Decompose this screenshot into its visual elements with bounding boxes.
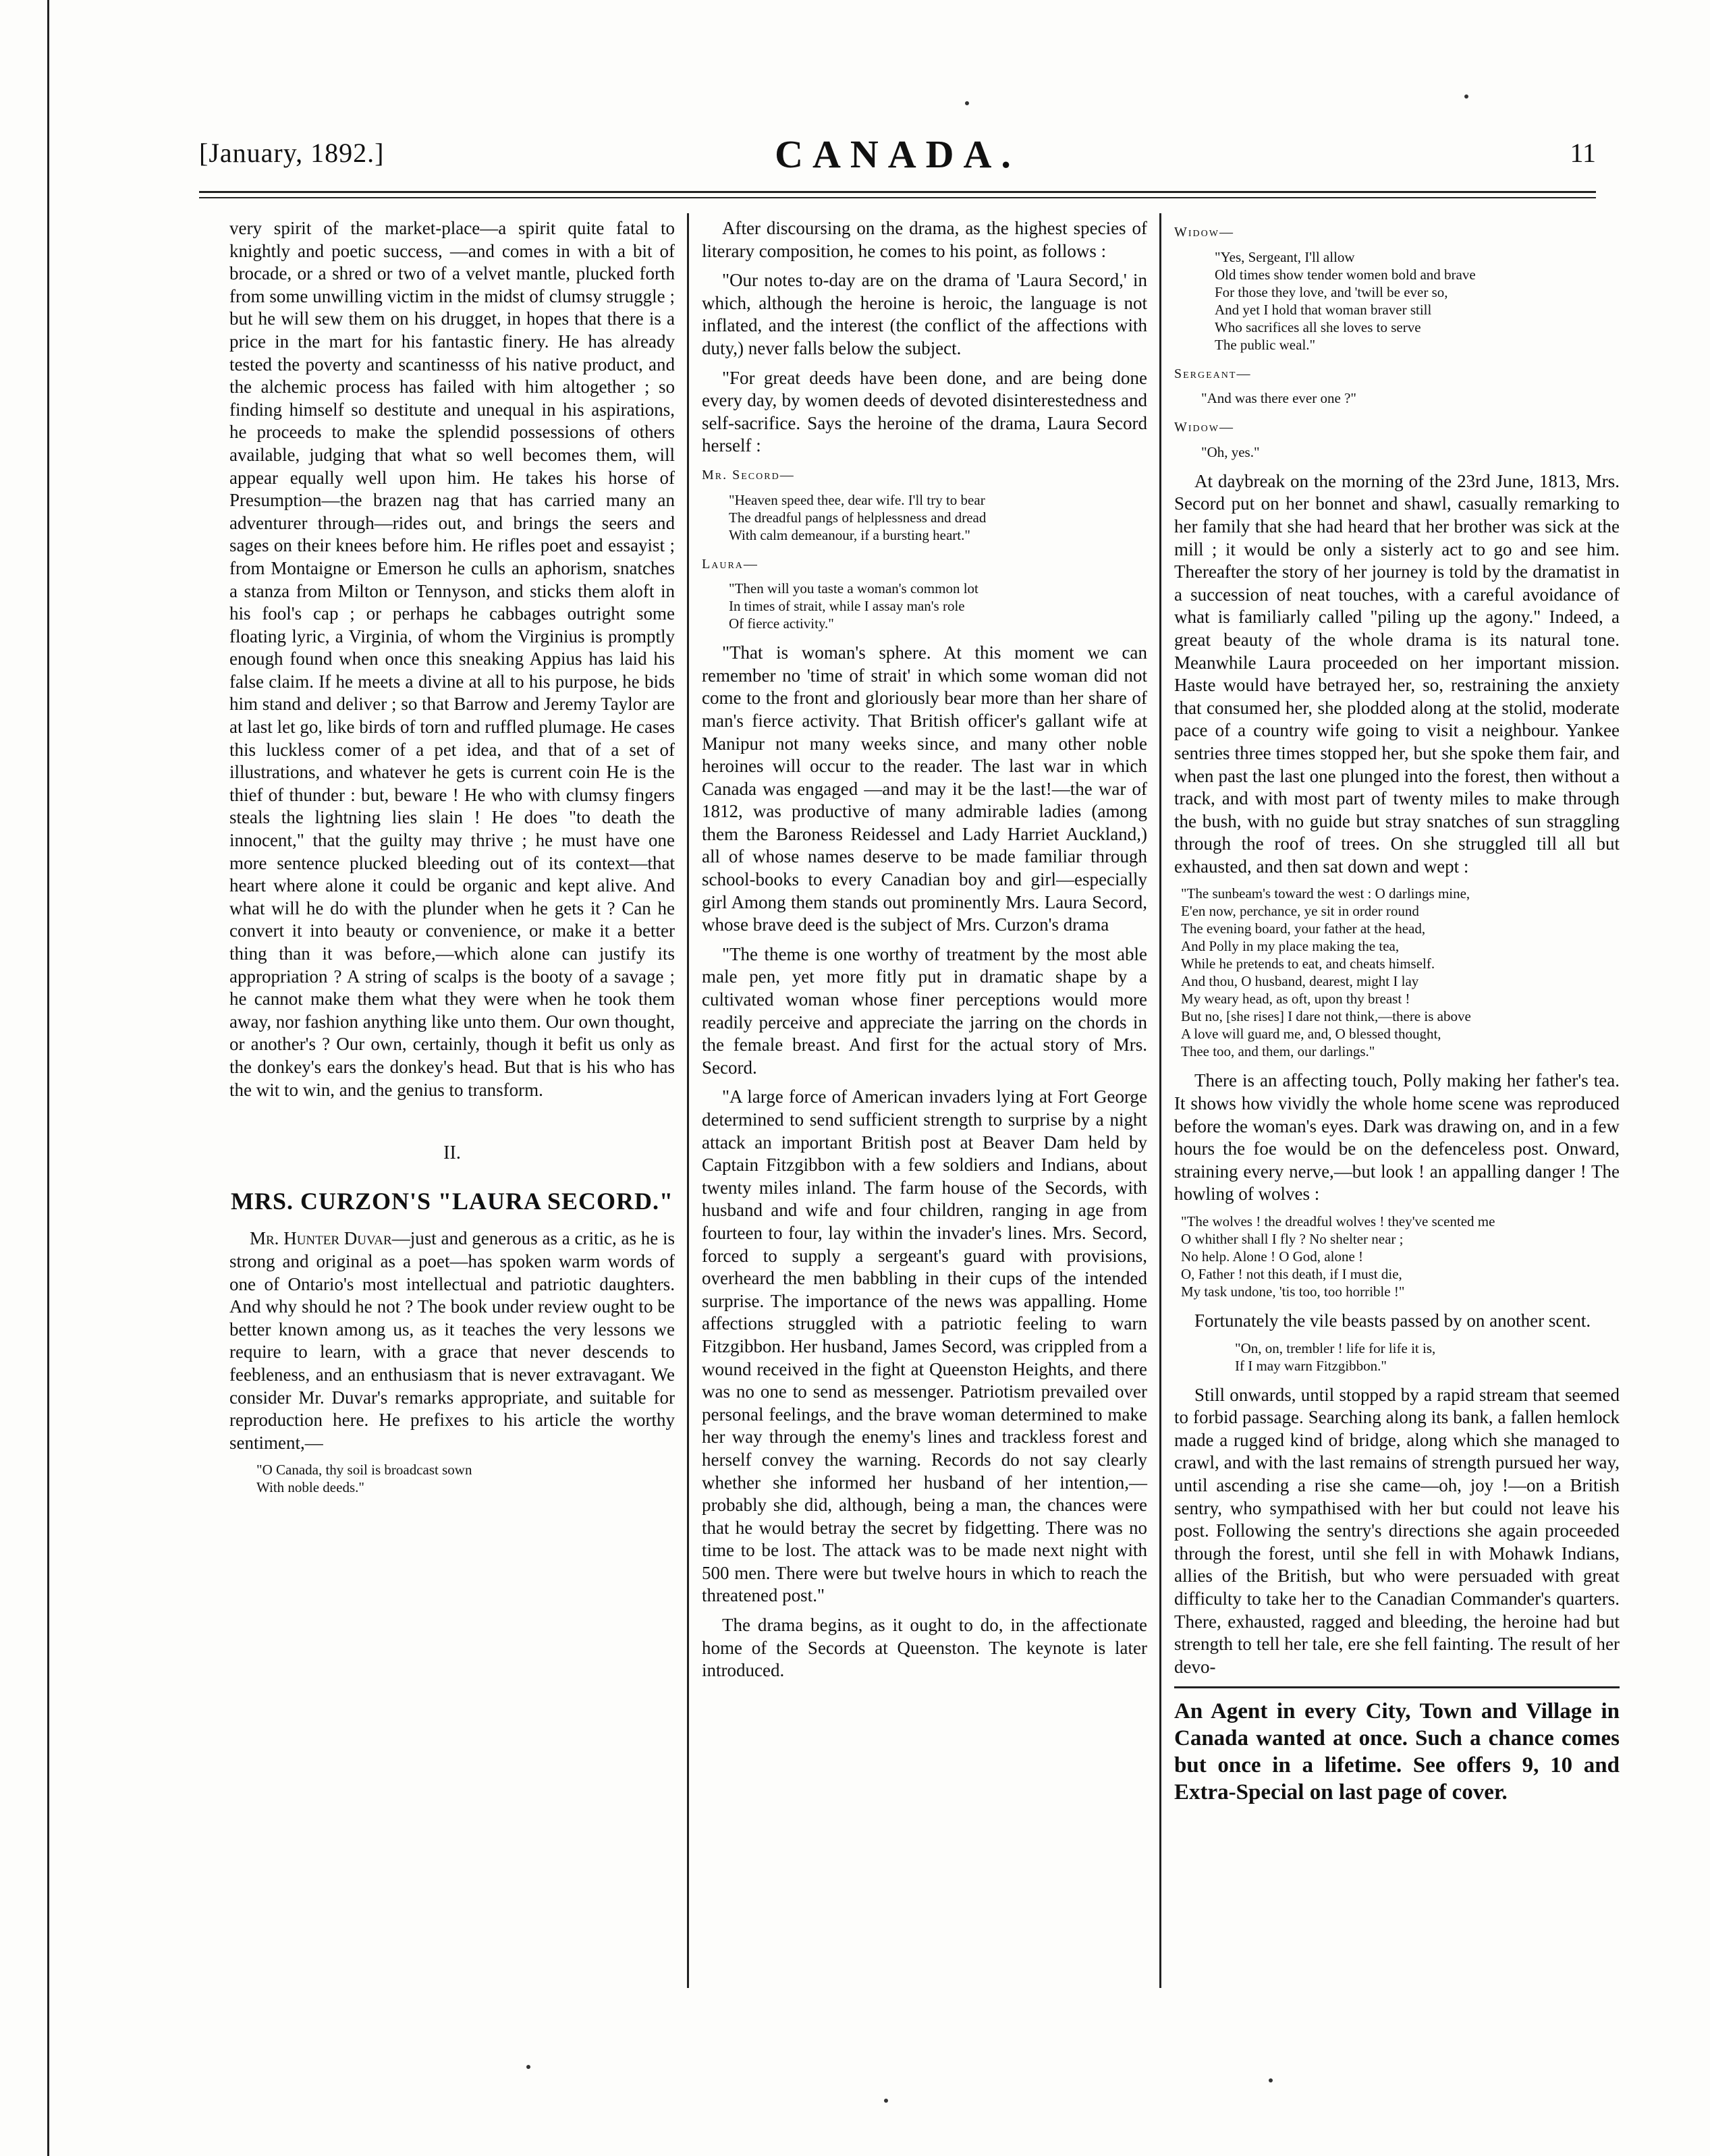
page-number: 11	[1570, 138, 1596, 168]
poem-line: And yet I hold that woman braver still	[1215, 301, 1432, 318]
epigraph-poem	[256, 1461, 675, 1496]
dialogue-poem	[1201, 389, 1620, 407]
page-header	[199, 132, 1596, 179]
poem-line: E'en now, perchance, ye sit in order round	[1181, 903, 1419, 920]
poem-line: Of fierce activity."	[729, 615, 834, 632]
poem-line: The public weal."	[1215, 336, 1316, 353]
trembler-poem	[1235, 1339, 1620, 1375]
poem-line: In times of strait, while I assay man's role	[729, 598, 965, 615]
speaker-label: Widow—	[1174, 420, 1234, 435]
column-1	[229, 217, 675, 1505]
poem-line: "Oh, yes."	[1201, 443, 1260, 460]
dialogue-poem	[729, 580, 1147, 632]
scan-speck	[884, 2099, 888, 2103]
poem-line: The dreadful pangs of helplessness and dread	[729, 509, 987, 526]
poem-line: "Yes, Sergeant, I'll allow	[1215, 248, 1355, 265]
column-2-paragraph: The drama begins, as it ought to do, in the affectionate home of the Secords at Queenston. The keynote is later introduced.	[702, 1615, 1147, 1681]
poem-line: For those they love, and 'twill be ever so,	[1215, 283, 1448, 300]
speaker-label: Laura—	[702, 556, 759, 572]
poem-line: With noble deeds."	[256, 1479, 364, 1496]
poem-line: "The sunbeam's toward the west : O darlings mine,	[1181, 885, 1470, 902]
column-2-paragraph: "A large force of American invaders lying at Fort George determined to send sufficient strength to surprise by a night attack an important British post at Beaver Dam held by Captain Fitzgibbon with a few soldiers and Indians, about twenty miles inland. The farm house of the Secords, with husband and wife and four children, ranging in age from fourteen to four, lay within the invader's lines. Mrs. Secord, forced to supply a sergeant's guard with provisions, overheard the men babbling in their cups of the intended surprise. The importance of the news was appalling. Home affections struggled with a patriotic feeling to warn Fitzgibbon. Her husband, James Secord, was crippled from a wound received in the fight at Queenston Heights, and there was no one to send as messenger. Patriotism prevailed over personal feelings, and the brave woman determined to make her way through the enemy's lines and trackless forest and herself convey the warning. Records do not say clearly whether she informed her husband of her intention,—probably she did, although, being a man, the chances were that he would betray the secret by fidgetting. There was no time to be lost. The attack was to be made next night with 500 men. There were but twelve hours in which to reach the threatened post."	[702, 1086, 1147, 1606]
column-3-paragraph: At daybreak on the morning of the 23rd June, 1813, Mrs. Secord put on her bonnet and shawl, casually remarking to her family that she had heard that her brother was sick at the mill ; it would be only a sisterly act to go and see him. Thereafter the story of her journey is told by the dramatist in a succession of neat touches, with a careful avoidance of what is familiarly called "piling up the agony." Indeed, a great beauty of the whole drama is its natural tone. Meanwhile Laura proceeded on her important mission. Haste would have betrayed her, so, restraining the anxiety that consumed her, she plodded along at the stolid, moderate pace of a country wife going to visit a neighbour. Yankee sentries three times stopped her, but she spoke them fair, and when past the last one plunged into the forest, then without a track, and with most part of twenty miles to make through the bush, with no guide but stray snatches of sun straggling through the roof of trees. On she struggled till all but exhausted, and then sat down and wept :	[1174, 470, 1620, 877]
masthead-title: CANADA.	[775, 132, 1020, 176]
intro-text: —just and generous as a critic, as he is strong and original as a poet—has spoken warm words of one of Ontario's most intellectual and patriotic daughters. And why should he not ? The book under review ought to be better known among us, as it teaches the very lessons we require to learn, with a grace that never descends to feebleness, and an enthusiasm that is never extravagant. We consider Mr. Duvar's remarks appropriate, and suitable for reproduction here. He prefixes to his article the worthy sentiment,—	[229, 1228, 675, 1453]
scan-speck	[1464, 94, 1468, 99]
speaker-label: Sergeant—	[1174, 366, 1252, 381]
poem-line: Who sacrifices all she loves to serve	[1215, 319, 1421, 335]
column-2-paragraph: "The theme is one worthy of treatment by the most able male pen, yet more fitly put in dramatic shape by a cultivated woman whose finer perceptions would more readily perceive and appreciate the jarring on the chords in the female breast. And first for the actual story of Mrs. Secord.	[702, 943, 1147, 1078]
column-2-paragraph: After discoursing on the drama, as the highest species of literary composition, he comes to his point, as follows :	[702, 218, 1147, 261]
column-divider-1	[687, 213, 689, 1988]
poem-line: A love will guard me, and, O blessed thought,	[1181, 1026, 1441, 1043]
column-1-paragraph: very spirit of the market-place—a spirit quite fatal to knightly and poetic success, —and comes in with a bit of brocade, or a shred or two of a velvet mantle, plucked forth from some unwilling victim in the midst of clumsy struggle ; but he will sew them on his drugget, in hopes that there is a price in the mart for his fantastic finery. He has already tested the poverty and scantinesss of his native product, and the alchemic process has failed with him altogether ; so finding himself so destitute and unequal in his aspirations, he proceeds to make the splendid possessions of others available, judging that what so well becomes them, will appear equally well upon him. He takes his horse of Presumption—the brazen nag that has carried many an adventurer through—rides out, and brings the seers and sages on their knees before him. He rifles poet and essayist ; from Montaigne or Emerson he culls an aphorism, snatches a stanza from Milton or Tennyson, and sticks them aloft in his fool's cap ; or perhaps he cabbages outright some floating lyric, a Virginia, of whom the Virginius is promptly enough found when once this sneaking Appius has laid his false claim. If he meets a divine at all to his purpose, he bids him stand and deliver ; so that Barrow and Jeremy Taylor are at last let go, like birds of torn and ruffled plumage. He cases this luckless comer of a pet idea, and that of a set of illustrations, and whatever he gets is current coin He is the thief of thunder : but, beware ! He who with clumsy fingers steals the lightning lies slain ! He does "to death the innocent," that the guilty may thrive ; he must have one more sentence plucked bleeding out of its context—that heart where alone it could be organic and kept alive. And what will he do with the plunder when he gets it ? Can he convert it into beauty or convenience, or make it a better thing than it was before,—which alone can justify its appropriation ? A string of scalps is the booty of a savage ; he cannot make them what they were when he took them away, nor fashion anything like unto them. Our own thought, or another's ? Our own, certainly, though it befit us only as the donkey's ears the donkey's head. But that is his who has the wit to win, and the genius to transform.	[229, 218, 675, 1100]
poem-line: My weary head, as oft, upon thy breast !	[1181, 991, 1410, 1007]
poem-line: The evening board, your father at the head,	[1181, 920, 1426, 937]
dialogue-poem	[1201, 443, 1620, 461]
dialogue-poem	[1215, 248, 1620, 354]
dialogue-poem	[729, 491, 1147, 544]
poem-line: "The wolves ! the dreadful wolves ! they've scented me	[1181, 1213, 1495, 1230]
agent-advertisement: An Agent in every City, Town and Village in Canada wanted at once. Such a chance comes but once in a lifetime. See offers 9, 10 and Extra-Special on last page of cover.	[1174, 1686, 1620, 1806]
poem-line: With calm demeanour, if a bursting heart."	[729, 526, 970, 543]
poem-line: No help. Alone ! O God, alone !	[1181, 1248, 1364, 1265]
header-rule-bottom	[199, 197, 1596, 198]
poem-line: "On, on, trembler ! life for life it is,	[1235, 1339, 1436, 1356]
issue-date: [January, 1892.]	[199, 138, 385, 168]
scan-edge-rule	[47, 0, 49, 2156]
section-number: II.	[443, 1142, 461, 1164]
poem-line: "Heaven speed thee, dear wife. I'll try to bear	[729, 491, 985, 508]
column-2-paragraph: "For great deeds have been done, and are being done every day, by women deeds of devoted disinterestedness and self-sacrifice. Says the heroine of the drama, Laura Secord herself :	[702, 367, 1147, 456]
column-3-paragraph: Fortunately the vile beasts passed by on another scent.	[1194, 1310, 1591, 1331]
article-title: MRS. CURZON'S "LAURA SECORD."	[230, 1187, 674, 1215]
header-rule-top	[199, 191, 1596, 193]
laura-soliloquy-poem	[1181, 885, 1620, 1060]
poem-line: O, Father ! not this death, if I must die,	[1181, 1266, 1402, 1283]
poem-line: While he pretends to eat, and cheats himself.	[1181, 956, 1435, 972]
column-3-paragraph: Still onwards, until stopped by a rapid stream that seemed to forbid passage. Searching along its bank, a fallen hemlock made a rugged kind of bridge, along which she managed to crawl, and with the last remains of strength pursued her way, until ascending a rise she came—oh, joy !—on a British sentry, who sympathised with her but could not leave his post. Following the sentry's directions she again proceeded through the forest, until she fell in with Mohawk Indians, allies of the British, but who were persuaded with great difficulty to take her to the Canadian Commander's quarters. There, exhausted, ragged and bleeding, the heroine had but strength to tell her tale, ere she fell fainting. The result of her devo-	[1174, 1384, 1620, 1677]
scan-speck	[526, 2065, 530, 2069]
scan-speck	[1269, 2078, 1273, 2082]
poem-line: And Polly in my place making the tea,	[1181, 938, 1400, 955]
article-intro	[229, 1227, 675, 1454]
speaker-label: Widow—	[1174, 225, 1234, 240]
poem-line: O whither shall I fly ? No shelter near ;	[1181, 1231, 1404, 1248]
poem-line: And thou, O husband, dearest, might I lay	[1181, 973, 1419, 990]
speaker-label: Mr. Secord—	[702, 467, 795, 482]
poem-line: "Then will you taste a woman's common lot	[729, 580, 978, 597]
column-divider-2	[1159, 213, 1161, 1988]
poem-line: But no, [she rises] I dare not think,—there is above	[1181, 1008, 1471, 1025]
intro-lead: Mr. Hunter Duvar	[250, 1228, 392, 1249]
poem-line: Thee too, and them, our darlings."	[1181, 1043, 1375, 1060]
wolves-poem	[1181, 1213, 1620, 1300]
column-2-paragraph: "Our notes to-day are on the drama of 'Laura Secord,' in which, although the heroine is heroic, the language is not inflated, and the interest (the conflict of the affections with duty,) never falls below the subject.	[702, 270, 1147, 358]
column-2-paragraph: "That is woman's sphere. At this moment we can remember no 'time of strait' in which some woman did not come to the front and gloriously bear more than her share of man's fierce activity. That British officer's gallant wife at Manipur not many weeks since, and many other noble heroines will occur to the reader. The last war in which Canada was engaged —and may it be the last!—the war of 1812, was productive of many admirable ladies (among them the Baroness Reidessel and Lady Harriet Auckland,) all of whose names deserve to be made familiar through school-books to every Canadian boy and girl—especially girl Among them stands out prominently Mrs. Laura Secord, whose brave deed is the subject of Mrs. Curzon's drama	[702, 642, 1147, 935]
column-3-paragraph: There is an affecting touch, Polly making her father's tea. It shows how vividly the whole home scene was reproduced before the woman's eyes. Dark was drawing on, and in a few hours the foe would be on the defenceless post. Onward, straining every nerve,—but look ! an appalling danger ! The howling of wolves :	[1174, 1070, 1620, 1205]
scan-speck	[965, 101, 969, 105]
column-3	[1174, 217, 1620, 1806]
poem-line: Old times show tender women bold and brave	[1215, 266, 1476, 283]
poem-line: "O Canada, thy soil is broadcast sown	[256, 1462, 472, 1478]
column-2	[702, 217, 1147, 1689]
poem-line: My task undone, 'tis too, too horrible !"	[1181, 1283, 1405, 1300]
poem-line: "And was there ever one ?"	[1201, 390, 1356, 407]
poem-line: If I may warn Fitzgibbon."	[1235, 1357, 1387, 1374]
